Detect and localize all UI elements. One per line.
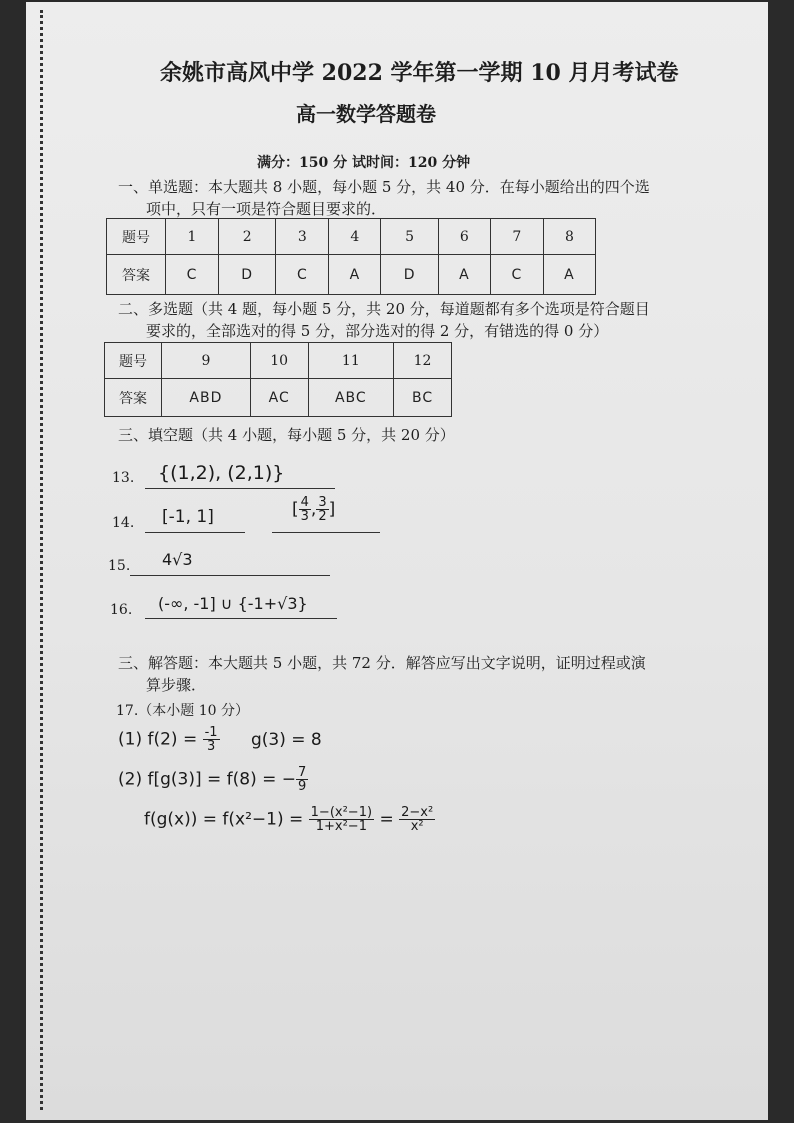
question-number: 8 [543,219,595,255]
answer-cell: C [276,255,329,295]
table-row-label: 答案 [107,255,166,295]
denominator: 3 [206,739,216,754]
table-row-label: 答案 [105,379,162,417]
numerator: 7 [298,765,307,780]
denominator: 3 [300,509,309,524]
question-number: 3 [276,219,329,255]
multi-choice-table [104,342,452,417]
section2-heading-line1: 二、多选题（共 4 题，每小题 5 分，共 20 分，每道题都有多个选项是符合题目 [118,300,650,318]
fraction [299,496,311,523]
q17-line1 [118,726,322,753]
answer-cell: C [166,255,219,295]
section4-heading-line1: 三、解答题：本大题共 5 小题，共 72 分．解答应写出文字说明，证明过程或演 [118,654,646,672]
answer-cell: D [218,255,275,295]
q16-answer-line [145,618,337,619]
answer-cell: ABD [162,379,251,417]
question-number: 9 [162,343,251,379]
bracket-open: [ [292,499,299,520]
answer-cell: A [438,255,490,295]
answer-cell: A [329,255,381,295]
answer-cell: C [490,255,543,295]
fraction [316,496,328,523]
section1-heading-line1: 一、单选题：本大题共 8 小题，每小题 5 分，共 40 分．在每小题给出的四个选 [118,178,650,196]
answer-cell: D [381,255,438,295]
q15-label: 15. [108,558,131,574]
separator: , [310,499,317,520]
perforation-edge [40,10,43,1110]
fraction [296,766,308,793]
answer-cell: BC [394,379,452,417]
q15-answer: 4√3 [162,550,193,569]
question-number: 12 [394,343,452,379]
fraction [399,806,435,833]
question-number: 1 [166,219,219,255]
q17-label: 17.（本小题 10 分） [116,703,249,719]
question-number: 5 [381,219,438,255]
q14-answer-line-a [145,532,245,533]
question-number: 11 [308,343,394,379]
q17-line2-text: (2) f[g(3)] = f(8) = − [118,769,297,790]
q16-answer: (-∞, -1] ∪ {-1+√3} [158,594,308,613]
answer-cell: ABC [308,379,394,417]
q13-answer: {(1,2), (2,1)} [158,462,285,484]
fraction [309,806,374,833]
table-row-label: 题号 [105,343,162,379]
q13-answer-line [145,488,335,489]
denominator: 9 [298,779,307,794]
q17-line3 [144,806,435,833]
page-subtitle: 高一数学答题卷 [296,102,436,126]
question-number: 6 [438,219,490,255]
q15-answer-line [130,575,330,576]
q17-line3-text: f(g(x)) = f(x²−1) = [144,809,309,830]
numerator: 3 [318,495,327,510]
q14-answer-a: [-1, 1] [162,507,214,527]
q16-label: 16. [110,602,133,618]
table-row-label: 题号 [107,219,166,255]
bracket-close: ] [328,499,336,520]
section4-heading-line2: 算步骤． [146,676,207,694]
section3-heading: 三、填空题（共 4 小题，每小题 5 分，共 20 分） [118,426,455,444]
numerator: 2−x² [401,805,434,820]
numerator: -1 [204,725,218,740]
q13-label: 13. [112,470,135,486]
denominator: 2 [318,509,327,524]
question-number: 7 [490,219,543,255]
page-title: 余姚市高风中学 2022 学年第一学期 10 月月考试卷 [160,60,679,86]
single-choice-table [106,218,596,295]
q14-answer-b [292,496,335,523]
q14-label: 14. [112,515,135,531]
exam-meta: 满分：150 分 试时间：120 分钟 [257,155,471,171]
q17-line2 [118,766,308,793]
answer-cell: AC [250,379,308,417]
question-number: 10 [250,343,308,379]
fraction [203,726,220,753]
q17-line1-text: (1) f(2) = [118,729,203,750]
section1-heading-line2: 项中，只有一项是符合题目要求的． [146,200,387,218]
q17-line1-g: g(3) = 8 [250,729,322,750]
denominator: 1+x²−1 [315,819,367,834]
q14-answer-line-b [272,532,380,533]
answer-cell: A [543,255,595,295]
question-number: 2 [218,219,275,255]
numerator: 4 [300,495,309,510]
denominator: x² [410,819,424,834]
equals-sign: = [374,809,400,830]
numerator: 1−(x²−1) [310,805,373,820]
question-number: 4 [329,219,381,255]
section2-heading-line2: 要求的，全部选对的得 5 分，部分选对的得 2 分，有错选的得 0 分） [146,322,609,340]
